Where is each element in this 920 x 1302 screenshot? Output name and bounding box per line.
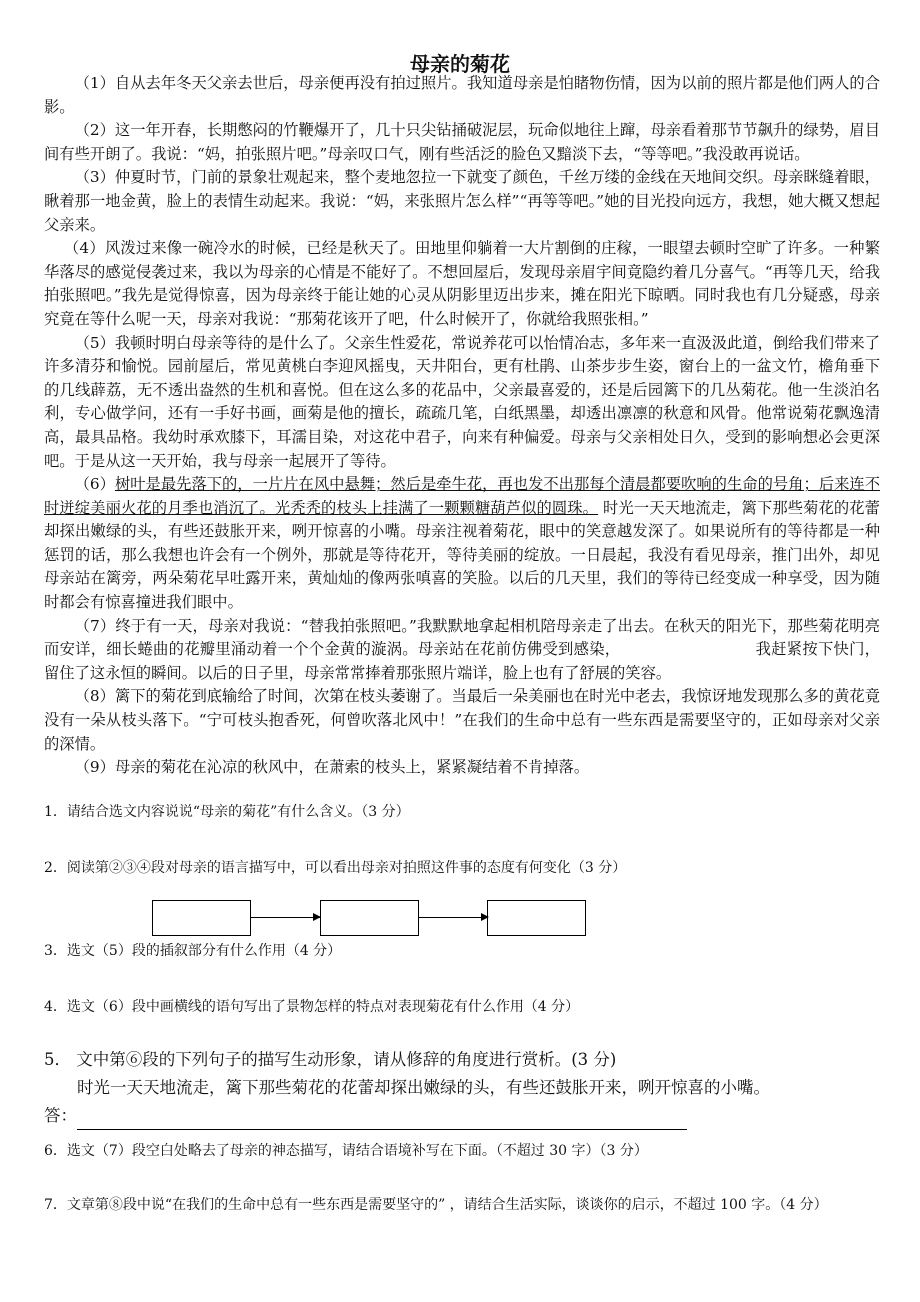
paragraph-7-part-b: 我赶紧按下快门，留住了这永恒的瞬间。以后的日子里，母亲常常捧着那张照片端详，脸上也有了舒展的笑容。	[44, 640, 880, 682]
question-7: 7．文章第⑧段中说“在我们的生命中总有一些东西是需要坚守的” ，请结合生活实际，谈谈你的启示，不超过 100 字。（4 分）	[44, 1197, 828, 1213]
answer-box-1[interactable]	[152, 900, 251, 936]
paragraph-1: （1）自从去年冬天父亲去世后，母亲便再没有拍过照片。我知道母亲是怕睹物伤情，因为以前的照片都是他们两人的合影。	[44, 74, 880, 116]
paragraph-2: （2）这一年开春，长期憋闷的竹鞭爆开了，几十只尖钻捅破泥层，玩命似地往上蹿，母亲看着那节节飙升的绿势，眉目间有些开朗了。我说：“妈，拍张照片吧。”母亲叹口气，刚有些活泛的脸色又黯淡下去，“等等吧。”我没敢再说话。	[44, 121, 880, 163]
answer-box-3[interactable]	[487, 900, 586, 936]
answer-line[interactable]	[77, 1111, 687, 1130]
paragraph-9: （9）母亲的菊花在沁凉的秋风中，在萧索的枝头上，紧紧凝结着不肯掉落。	[74, 758, 590, 777]
answer-box-2[interactable]	[320, 900, 419, 936]
question-1: 1．请结合选文内容说说“母亲的菊花”有什么含义。（3 分）	[44, 804, 410, 820]
paragraph-7	[44, 615, 880, 686]
question-5-sentence: 时光一天天地流走，篱下那些菊花的花蕾却探出嫩绿的头，有些还鼓胀开来，咧开惊喜的小嘴。	[77, 1078, 770, 1097]
question-5	[44, 1046, 890, 1130]
arrow-icon	[250, 917, 320, 918]
paragraph-6	[44, 473, 880, 615]
question-2: 2．阅读第②③④段对母亲的语言描写中，可以看出母亲对拍照这件事的态度有何变化（3 分）	[44, 860, 627, 876]
paragraph-3: （3）仲夏时节，门前的景象壮观起来，整个麦地忽拉一下就变了颜色，千丝万缕的金线在天地间交织。母亲眯缝着眼，瞅着那一地金黄，脸上的表情生动起来。我说：“妈，来张照片怎么样”“再等等吧。”她的目光投向远方，我想，她大概又想起父亲来。	[44, 168, 880, 234]
question-5-prompt: 5． 文中第⑥段的下列句子的描写生动形象，请从修辞的角度进行赏析。(3 分)	[44, 1050, 617, 1069]
paragraph-5: （5）我顿时明白母亲等待的是什么了。父亲生性爱花，常说养花可以怡情冶志，多年来一直汲汲此道，倒给我们带来了许多清芬和愉悦。园前屋后，常见黄桃白李迎风摇曳，天井阳台，更有杜鹃、山茶步步生姿，窗台上的一盆文竹，檐角垂下的几线薜荔，无不透出盎然的生机和喜悦。但在这么多的花品中，父亲最喜爱的，还是后园篱下的几丛菊花。他一生淡泊名利，专心做学问，还有一手好书画，画菊是他的擅长，疏疏几笔，白纸黑墨，却透出凛凛的秋意和风骨。他常说菊花飘逸清高，最具品格。我幼时承欢膝下，耳濡目染，对这花中君子，向来有种偏爱。母亲与父亲相处日久，受到的影响想必会更深吧。于是从这一天开始，我与母亲一起展开了等待。	[44, 333, 880, 470]
paragraph-6-rest: 时光一天天地流走，篱下那些菊花的花蕾却探出嫩绿的头，有些还鼓胀开来，咧开惊喜的小嘴。母亲注视着菊花，眼中的笑意越发深了。如果说所有的等待都是一种惩罚的话，那么我想也许会有一个例外，那就是等待花开，等待美丽的绽放。一日晨起，我没有看见母亲，推门出外，却见母亲站在篱旁，两朵菊花早吐露开来，黄灿灿的像两张嗔喜的笑脸。以后的几天里，我们的等待已经变成一种享受，因为随时都会有惊喜撞进我们眼中。	[44, 498, 880, 612]
question-6: 6．选文（7）段空白处略去了母亲的神态描写，请结合语境补写在下面。（不超过 30 字）（3 分）	[44, 1143, 648, 1159]
underlined-sentences: 树叶是最先落下的，一片片在风中悬舞；然后是牵牛花，再也发不出那每个清晨都要吹响的生命的号角；后来连不时迸绽美丽火花的月季也消沉了。光秃秃的枝头上挂满了一颗颗糖葫芦似的圆珠。	[44, 475, 880, 517]
paragraph-7-part-a: （7）终于有一天，母亲对我说：“替我拍张照吧。”我默默地拿起相机陪母亲走了出去。在秋天的阳光下，那些菊花明亮而安详，细长蜷曲的花瓣里涌动着一个个金黄的漩涡。母亲站在花前仿佛受到感染，	[44, 616, 880, 659]
paragraph-4: （4）风泼过来像一碗冷水的时候，已经是秋天了。田地里仰躺着一大片割倒的庄稼，一眼望去顿时空旷了许多。一种繁华落尽的感觉侵袭过来，我以为母亲的心情是不能好了。不想回屋后，发现母亲眉宇间竟隐约着几分喜气。“再等几天，给我拍张照吧。”我先是觉得惊喜，因为母亲终于能让她的心灵从阴影里迈出步来，摊在阳光下晾晒。同时我也有几分疑惑，母亲究竟在等什么呢一天，母亲对我说：“那菊花该开了吧，什么时候开了，你就给我照张相。”	[44, 239, 880, 328]
question-4: 4．选文（6）段中画横线的语句写出了景物怎样的特点对表现菊花有什么作用（4 分）	[44, 999, 580, 1015]
answer-label: 答：	[44, 1106, 77, 1125]
arrow-icon	[418, 917, 488, 918]
question-3: 3．选文（5）段的插叙部分有什么作用（4 分）	[44, 943, 342, 959]
article-title: 母亲的菊花	[410, 52, 510, 76]
article-body	[44, 72, 880, 780]
paragraph-6-label: （6）	[74, 475, 115, 494]
paragraph-8: （8）篱下的菊花到底输给了时间，次第在枝头萎谢了。当最后一朵美丽也在时光中老去，我惊讶地发现那么多的黄花竟没有一朵从枝头落下。“宁可枝头抱香死，何曾吹落北风中！”在我们的生命中总有一些东西是需要坚守的，正如母亲对父亲的深情。	[44, 687, 880, 753]
